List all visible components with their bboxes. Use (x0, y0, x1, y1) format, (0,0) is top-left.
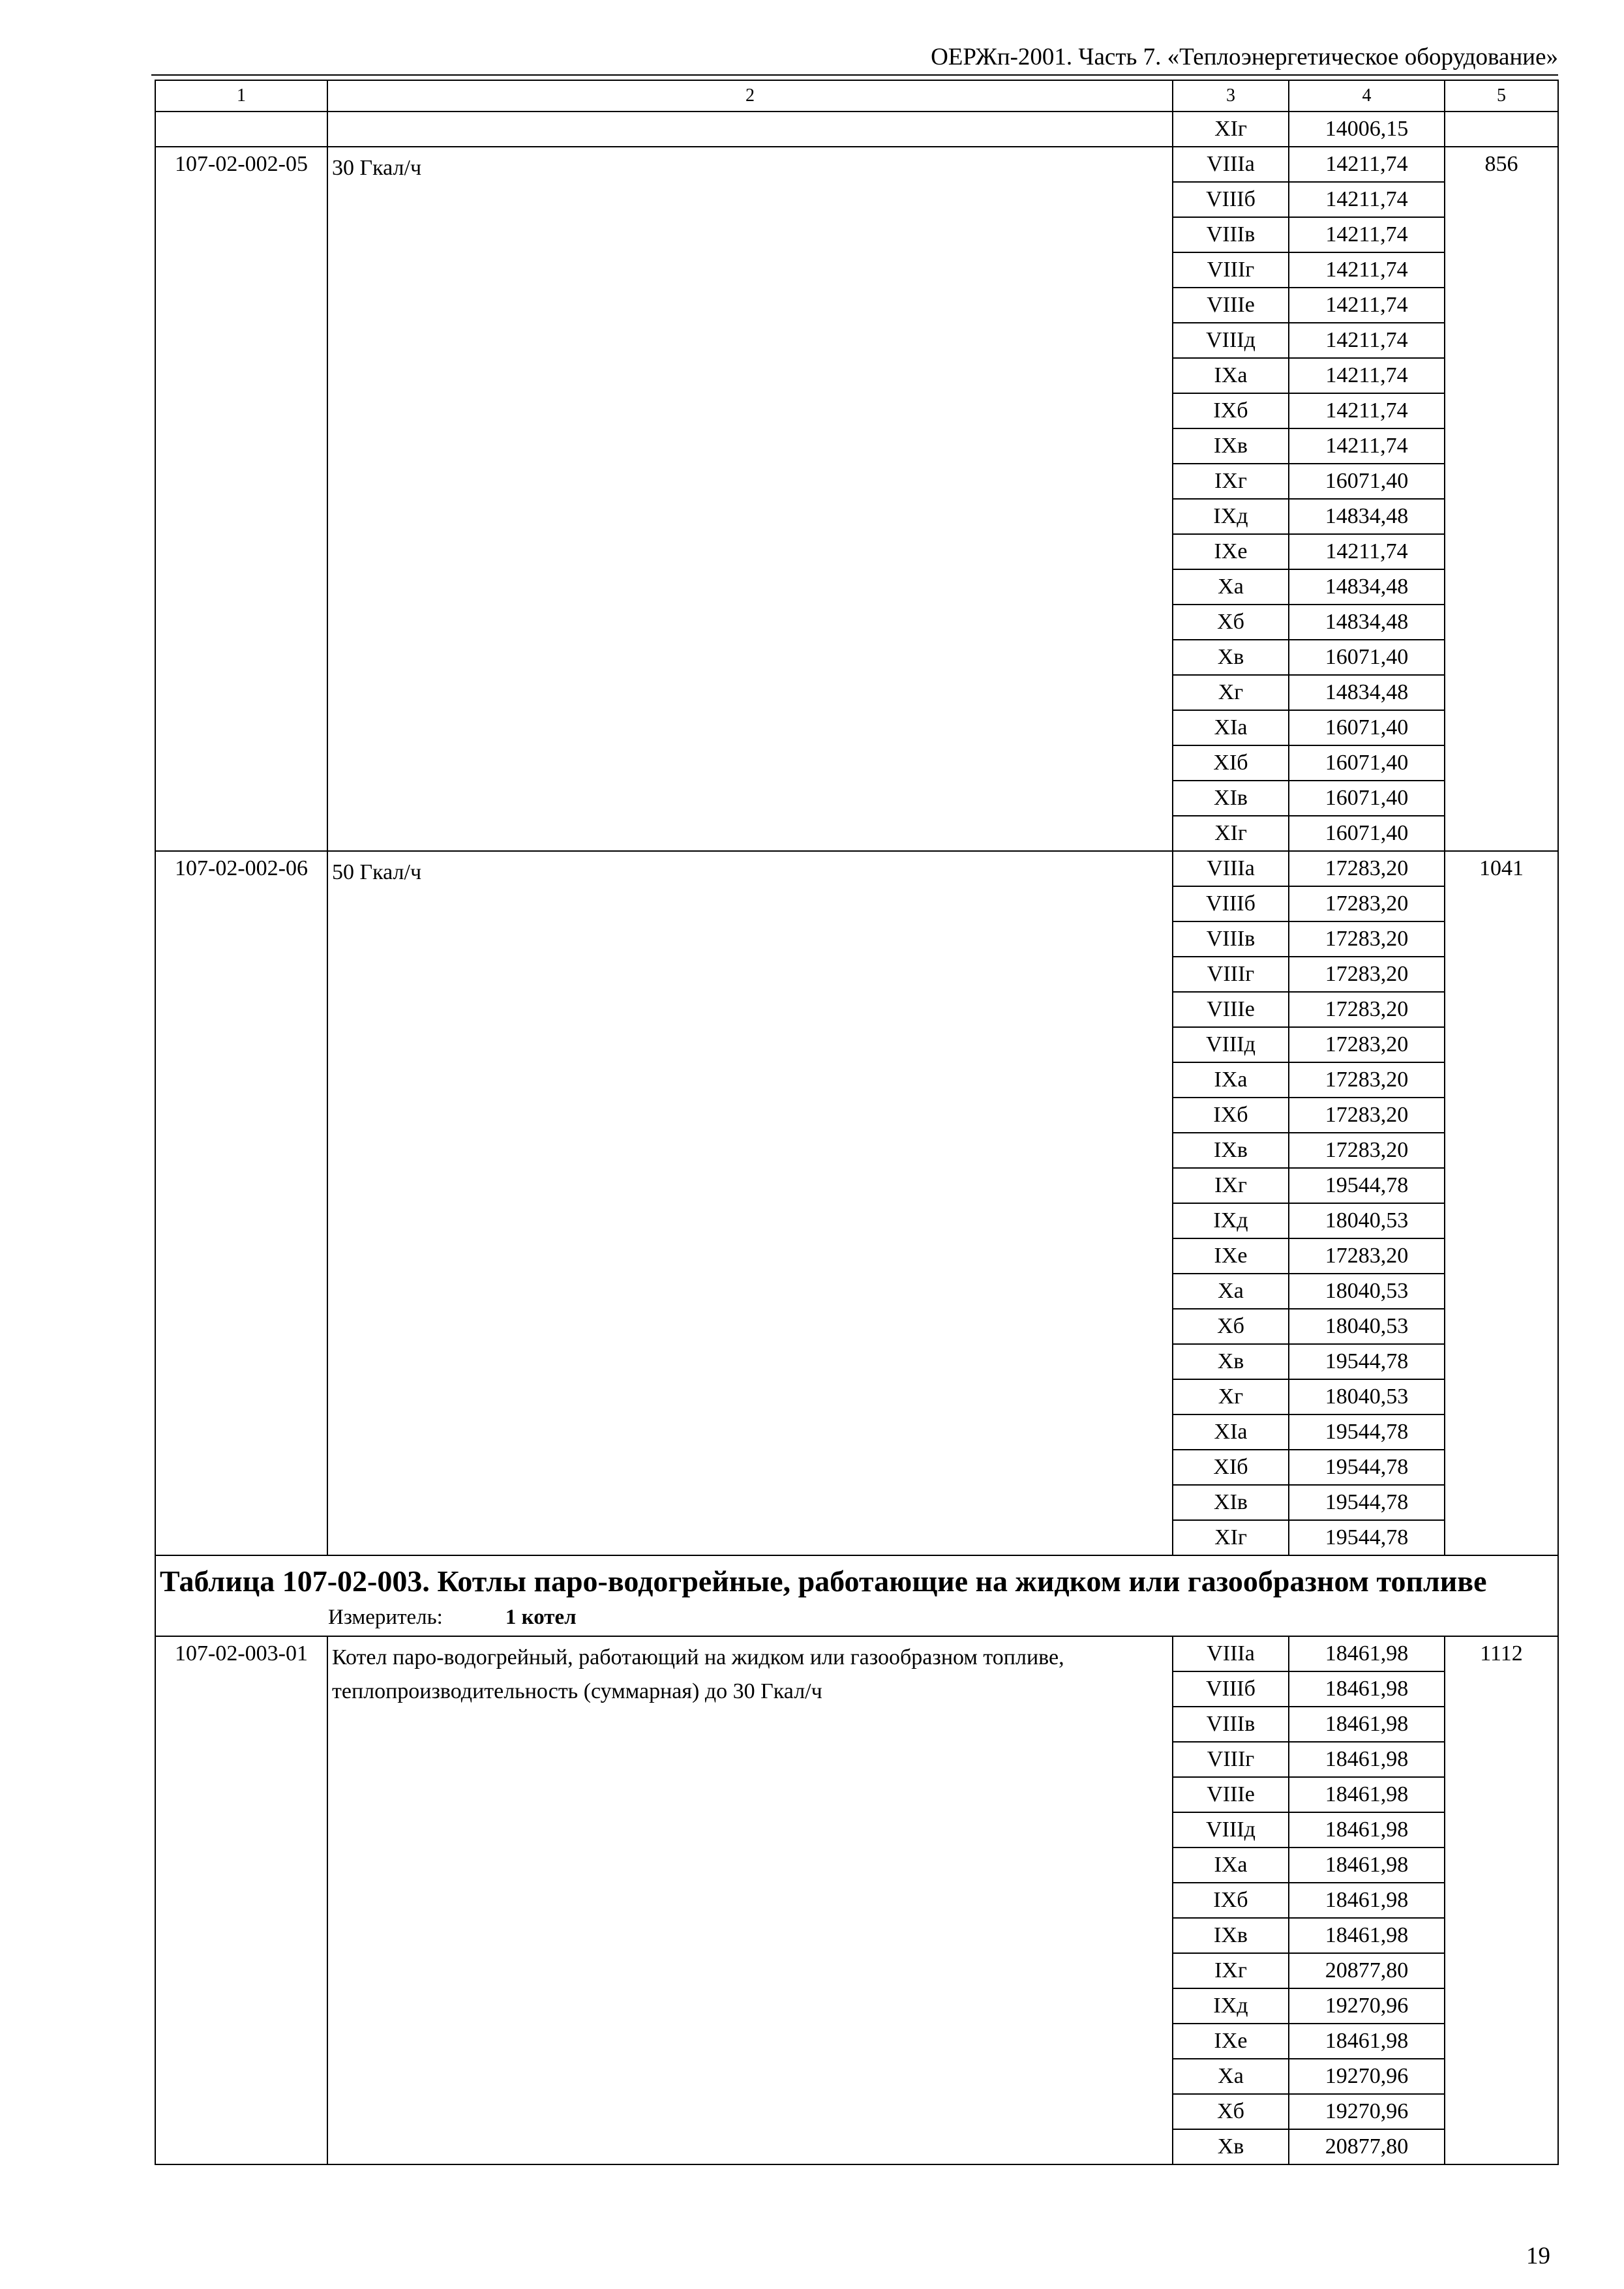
zone-cell: VIIIа (1173, 1636, 1289, 1671)
zone-cell: XIа (1173, 1414, 1289, 1450)
item-description: 50 Гкал/ч (327, 851, 1173, 1555)
price-cell: 17283,20 (1289, 1238, 1445, 1274)
price-cell: 18461,98 (1289, 1812, 1445, 1848)
column-number: 2 (327, 80, 1173, 112)
zone-cell: IXг (1173, 1953, 1289, 1988)
zone-cell: IXе (1173, 1238, 1289, 1274)
zone-cell: IXд (1173, 1988, 1289, 2024)
price-cell: 14211,74 (1289, 182, 1445, 217)
price-cell: 17283,20 (1289, 992, 1445, 1027)
price-cell: 14834,48 (1289, 499, 1445, 534)
price-table (155, 80, 1559, 2165)
price-cell: 14211,74 (1289, 288, 1445, 323)
price-cell: 17283,20 (1289, 1098, 1445, 1133)
zone-cell: VIIIа (1173, 147, 1289, 182)
price-cell: 19544,78 (1289, 1414, 1445, 1450)
zone-cell: VIIIг (1173, 252, 1289, 288)
zone-cell: VIIIб (1173, 1671, 1289, 1707)
zone-cell: IXа (1173, 358, 1289, 393)
zone-cell: XIг (1173, 816, 1289, 851)
item-code: 107-02-002-06 (155, 851, 327, 1555)
zone-cell: VIIIд (1173, 1812, 1289, 1848)
price-cell: 16071,40 (1289, 816, 1445, 851)
price-cell: 14834,48 (1289, 675, 1445, 710)
price-cell: 19544,78 (1289, 1450, 1445, 1485)
zone-cell: IXв (1173, 1133, 1289, 1168)
item-description: Котел паро-водогрейный, работающий на жидком или газообразном топливе, теплопроизводительность (суммарная) до 30 Гкал/ч (327, 1636, 1173, 2164)
zone-cell: XIб (1173, 1450, 1289, 1485)
price-cell: 18040,53 (1289, 1309, 1445, 1344)
code-cell (155, 112, 327, 147)
price-cell: 14211,74 (1289, 323, 1445, 358)
zone-cell: XIв (1173, 781, 1289, 816)
price-cell: 14211,74 (1289, 147, 1445, 182)
price-cell: 17283,20 (1289, 886, 1445, 921)
zone-cell: IXв (1173, 428, 1289, 464)
zone-cell: IXа (1173, 1062, 1289, 1098)
column-number: 3 (1173, 80, 1289, 112)
labor-cost-cell: 856 (1445, 147, 1558, 851)
table-row (155, 1636, 1558, 1671)
zone-cell: VIIIг (1173, 957, 1289, 992)
item-code: 107-02-003-01 (155, 1636, 327, 2164)
header-rule (151, 74, 1558, 76)
zone-cell: IXб (1173, 393, 1289, 428)
zone-cell: Xв (1173, 640, 1289, 675)
zone-cell: VIIIд (1173, 323, 1289, 358)
price-cell: 19270,96 (1289, 1988, 1445, 2024)
labor-cost-cell: 1041 (1445, 851, 1558, 1555)
zone-cell: IXб (1173, 1883, 1289, 1918)
measure-value: 1 котел (505, 1606, 577, 1629)
price-cell: 18461,98 (1289, 1777, 1445, 1812)
price-cell: 17283,20 (1289, 957, 1445, 992)
price-cell: 14211,74 (1289, 393, 1445, 428)
zone-cell: VIIIв (1173, 921, 1289, 957)
price-cell: 14211,74 (1289, 252, 1445, 288)
price-cell: 19544,78 (1289, 1168, 1445, 1203)
zone-cell: IXд (1173, 1203, 1289, 1238)
price-cell: 19544,78 (1289, 1485, 1445, 1520)
price-cell: 20877,80 (1289, 1953, 1445, 1988)
zone-cell: Xа (1173, 569, 1289, 605)
continuation-row (155, 112, 1558, 147)
price-cell: 19544,78 (1289, 1520, 1445, 1555)
zone-cell: IXд (1173, 499, 1289, 534)
price-cell: 18461,98 (1289, 1671, 1445, 1707)
price-cell: 17283,20 (1289, 1027, 1445, 1062)
price-cell: 17283,20 (1289, 851, 1445, 886)
description-cell (327, 112, 1173, 147)
running-header: ОЕРЖп-2001. Часть 7. «Теплоэнергетическое оборудование» (931, 44, 1558, 70)
zone-cell: Xг (1173, 675, 1289, 710)
price-cell: 17283,20 (1289, 1062, 1445, 1098)
zone-cell: Xб (1173, 2094, 1289, 2129)
price-cell: 17283,20 (1289, 921, 1445, 957)
price-table-body (155, 80, 1558, 2164)
column-number: 5 (1445, 80, 1558, 112)
zone-cell: IXб (1173, 1098, 1289, 1133)
zone-cell: Xв (1173, 1344, 1289, 1379)
price-cell: 20877,80 (1289, 2129, 1445, 2164)
table-heading-row (155, 1555, 1558, 1636)
price-cell: 19270,96 (1289, 2059, 1445, 2094)
price-cell: 18461,98 (1289, 1707, 1445, 1742)
zone-cell: XIб (1173, 745, 1289, 781)
zone-cell: VIIIб (1173, 886, 1289, 921)
qty-cell (1445, 112, 1558, 147)
price-cell: 18461,98 (1289, 1848, 1445, 1883)
zone-cell: Xа (1173, 1274, 1289, 1309)
zone-cell: XIг (1173, 1520, 1289, 1555)
zone-cell: VIIIв (1173, 217, 1289, 252)
zone-cell: Xв (1173, 2129, 1289, 2164)
item-code: 107-02-002-05 (155, 147, 327, 851)
price-cell: 18461,98 (1289, 1636, 1445, 1671)
zone-cell: IXа (1173, 1848, 1289, 1883)
table-title: Таблица 107-02-003. Котлы паро-водогрейные, работающие на жидком или газообразном топливе (160, 1564, 1487, 1598)
zone-cell: VIIIе (1173, 288, 1289, 323)
price-cell: 16071,40 (1289, 640, 1445, 675)
price-cell: 14834,48 (1289, 605, 1445, 640)
price-cell: 18461,98 (1289, 1742, 1445, 1777)
price-cell: 14211,74 (1289, 534, 1445, 569)
price-cell: 16071,40 (1289, 464, 1445, 499)
zone-cell: XIг (1173, 112, 1289, 147)
price-cell: 18461,98 (1289, 1918, 1445, 1953)
price-cell: 16071,40 (1289, 781, 1445, 816)
price-cell: 18040,53 (1289, 1379, 1445, 1414)
price-cell: 19544,78 (1289, 1344, 1445, 1379)
zone-cell: VIIIа (1173, 851, 1289, 886)
table-heading (155, 1555, 1558, 1636)
zone-cell: Xг (1173, 1379, 1289, 1414)
zone-cell: VIIIе (1173, 1777, 1289, 1812)
zone-cell: VIIIб (1173, 182, 1289, 217)
zone-cell: Xб (1173, 1309, 1289, 1344)
price-cell: 18461,98 (1289, 2024, 1445, 2059)
price-cell: 14006,15 (1289, 112, 1445, 147)
zone-cell: VIIIе (1173, 992, 1289, 1027)
measure-label: Измеритель: (328, 1606, 443, 1629)
page-number: 19 (1526, 2243, 1550, 2269)
zone-cell: IXв (1173, 1918, 1289, 1953)
price-cell: 18040,53 (1289, 1274, 1445, 1309)
table-row (155, 851, 1558, 886)
price-cell: 14211,74 (1289, 428, 1445, 464)
zone-cell: VIIIд (1173, 1027, 1289, 1062)
zone-cell: VIIIв (1173, 1707, 1289, 1742)
column-number: 4 (1289, 80, 1445, 112)
price-cell: 16071,40 (1289, 745, 1445, 781)
column-number: 1 (155, 80, 327, 112)
zone-cell: VIIIг (1173, 1742, 1289, 1777)
labor-cost-cell: 1112 (1445, 1636, 1558, 2164)
table-row (155, 147, 1558, 182)
zone-cell: IXг (1173, 464, 1289, 499)
zone-cell: IXг (1173, 1168, 1289, 1203)
zone-cell: IXе (1173, 534, 1289, 569)
zone-cell: Xб (1173, 605, 1289, 640)
measure-line (160, 1602, 1554, 1633)
column-number-row (155, 80, 1558, 112)
price-cell: 18461,98 (1289, 1883, 1445, 1918)
item-description: 30 Гкал/ч (327, 147, 1173, 851)
zone-cell: IXе (1173, 2024, 1289, 2059)
price-cell: 17283,20 (1289, 1133, 1445, 1168)
price-cell: 18040,53 (1289, 1203, 1445, 1238)
price-cell: 14834,48 (1289, 569, 1445, 605)
price-cell: 19270,96 (1289, 2094, 1445, 2129)
zone-cell: XIа (1173, 710, 1289, 745)
price-cell: 14211,74 (1289, 217, 1445, 252)
price-cell: 14211,74 (1289, 358, 1445, 393)
price-cell: 16071,40 (1289, 710, 1445, 745)
zone-cell: XIв (1173, 1485, 1289, 1520)
zone-cell: Xа (1173, 2059, 1289, 2094)
